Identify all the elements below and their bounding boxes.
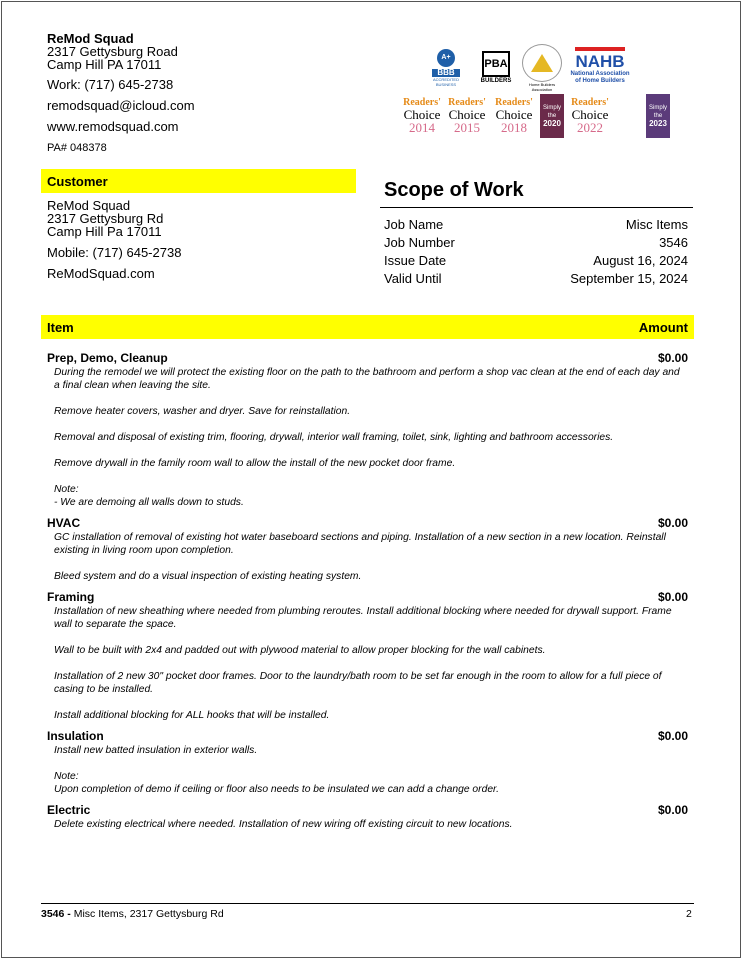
customer-mobile: Mobile: (717) 645-2738 (47, 245, 182, 260)
items-header-item: Item (47, 320, 74, 335)
customer-info (47, 199, 181, 280)
line-item-description: Delete existing electrical where needed. Installation of new wiring off existing circuit to new locations. (54, 819, 513, 830)
nahb-text: NAHB (575, 47, 624, 71)
award-badge (646, 94, 670, 138)
customer-name: ReMod Squad (47, 198, 131, 213)
scope-divider (380, 207, 693, 208)
award-year: 2014 (409, 119, 435, 135)
nahb-sub: National Association of Home Builders (570, 71, 630, 84)
company-name: ReMod Squad (47, 31, 134, 46)
award-badge (568, 94, 612, 138)
scope-row (384, 252, 688, 270)
footer-job-desc: Misc Items, 2317 Gettysburg Rd (73, 908, 224, 920)
line-item-title: HVAC (47, 516, 81, 530)
items-header-amount: Amount (638, 320, 688, 335)
company-info (47, 32, 195, 155)
line-item-description: Note: Upon completion of demo if ceiling or floor also needs to be insulated we can add a change order. (54, 771, 499, 795)
award-badge (492, 94, 536, 138)
line-item-header (47, 590, 688, 604)
award-top: Simply (648, 105, 667, 111)
line-item-title: Framing (47, 590, 95, 604)
line-item-header (47, 803, 688, 817)
bbb-sub: ACCREDITED BUSINESS (432, 77, 459, 87)
line-item-description: Removal and disposal of existing trim, flooring, drywall, interior wall framing, toilet, sink, lighting and bathroom accessories. (54, 432, 614, 443)
award-year: 2020 (543, 119, 561, 128)
scope-label: Job Number (384, 235, 455, 250)
line-item-description: Installation of new sheathing where needed from plumbing reroutes. Install additional blocking where needed for drywall support. Frame wall to separate the space. (54, 606, 672, 630)
line-item-header (47, 729, 688, 743)
customer-address-line1: 2317 Gettysburg Rd (47, 211, 164, 226)
scope-details (384, 216, 688, 288)
footer-divider (41, 903, 694, 904)
company-address-line2: Camp Hill PA 17011 (47, 57, 162, 72)
bbb-logo (428, 44, 464, 92)
award-top: Readers' (495, 96, 533, 108)
items-header (41, 315, 694, 339)
line-item-description: Install additional blocking for ALL hooks that will be installed. (54, 710, 330, 721)
award-mid: Choice (448, 106, 486, 122)
line-item-title: Insulation (47, 729, 104, 743)
pba-sub: BUILDERS (480, 78, 512, 84)
scope-row (384, 216, 688, 234)
award-mid: the (547, 113, 557, 119)
award-badge (445, 94, 489, 138)
scope-value: September 15, 2024 (570, 271, 688, 286)
line-item-header (47, 516, 688, 530)
company-email: remodsquad@icloud.com (47, 98, 195, 113)
pba-logo (478, 44, 514, 92)
award-badge (400, 94, 444, 138)
house-icon (531, 54, 553, 72)
line-item-amount: $0.00 (657, 803, 688, 817)
footer-job-number: 3546 - (41, 908, 74, 920)
award-year: 2018 (501, 119, 527, 135)
bbb-grade: A+ (437, 49, 455, 67)
line-item-amount: $0.00 (657, 516, 688, 530)
line-item-description: Bleed system and do a visual inspection of existing heating system. (54, 571, 362, 582)
award-top: Readers' (571, 96, 609, 108)
line-item-header (47, 351, 688, 365)
line-item-title: Prep, Demo, Cleanup (47, 351, 168, 365)
award-badge (540, 94, 564, 138)
award-year: 2022 (577, 119, 603, 135)
line-item-amount: $0.00 (657, 351, 688, 365)
company-license: PA# 048378 (47, 142, 107, 154)
line-item-description: Note: - We are demoing all walls down to studs. (54, 484, 244, 508)
line-item-amount: $0.00 (657, 729, 688, 743)
line-item-description: Wall to be built with 2x4 and padded out with plywood material to allow proper blocking for the wall cabinets. (54, 645, 546, 656)
line-item (47, 803, 688, 831)
association-logos (400, 42, 675, 142)
line-item (47, 516, 688, 583)
bbb-text: BBB (432, 69, 460, 77)
award-year: 2015 (454, 119, 480, 135)
line-item-amount: $0.00 (657, 590, 688, 604)
nahb-logo (570, 42, 630, 90)
company-website: www.remodsquad.com (47, 119, 179, 134)
award-top: Readers' (403, 96, 441, 108)
items-list (47, 351, 688, 831)
line-item-description: Remove heater covers, washer and dryer. Save for reinstallation. (54, 406, 351, 417)
award-mid: Choice (571, 106, 609, 122)
scope-value: Misc Items (625, 217, 688, 232)
hba-sub: Home Builders Association (528, 82, 556, 92)
scope-label: Valid Until (384, 271, 442, 286)
customer-website: ReModSquad.com (47, 266, 155, 281)
line-item (47, 729, 688, 796)
line-item-description: Install new batted insulation in exterior walls. (54, 745, 258, 756)
scope-row (384, 270, 688, 288)
award-mid: Choice (495, 106, 533, 122)
scope-value: 3546 (659, 235, 688, 250)
line-item (47, 351, 688, 509)
award-year: 2023 (649, 119, 667, 128)
line-item-description: GC installation of removal of existing hot water baseboard sections and piping. Installation of a new section in a new location. Reinstall existing in living room upon completion. (54, 532, 666, 556)
scope-title: Scope of Work (384, 179, 524, 201)
scope-label: Job Name (384, 217, 444, 232)
company-address-line1: 2317 Gettysburg Road (47, 44, 178, 59)
footer-job (41, 908, 224, 920)
company-work-phone: Work: (717) 645-2738 (47, 77, 174, 92)
award-mid: Choice (403, 106, 441, 122)
line-item-description: Installation of 2 new 30" pocket door frames. Door to the laundry/bath room to be set far enough in the room to allow for a full piece of casing to be installed. (54, 671, 662, 695)
scope-label: Issue Date (384, 253, 447, 268)
footer-page-number: 2 (686, 908, 692, 920)
customer-header: Customer (41, 169, 356, 193)
customer-address-line2: Camp Hill Pa 17011 (47, 224, 162, 239)
line-item-description: Remove drywall in the family room wall to allow the install of the new pocket door frame. (54, 458, 456, 469)
award-top: Simply (542, 105, 561, 111)
hba-logo (522, 44, 562, 92)
pba-text: PBA (482, 51, 510, 77)
line-item-title: Electric (47, 803, 91, 817)
scope-row (384, 234, 688, 252)
scope-value: August 16, 2024 (593, 253, 688, 268)
line-item-description: During the remodel we will protect the existing floor on the path to the bathroom and perform a shop vac clean at the end of each day and a final clean when leaving the site. (54, 367, 680, 391)
award-mid: the (653, 113, 663, 119)
line-item (47, 590, 688, 722)
award-top: Readers' (448, 96, 486, 108)
